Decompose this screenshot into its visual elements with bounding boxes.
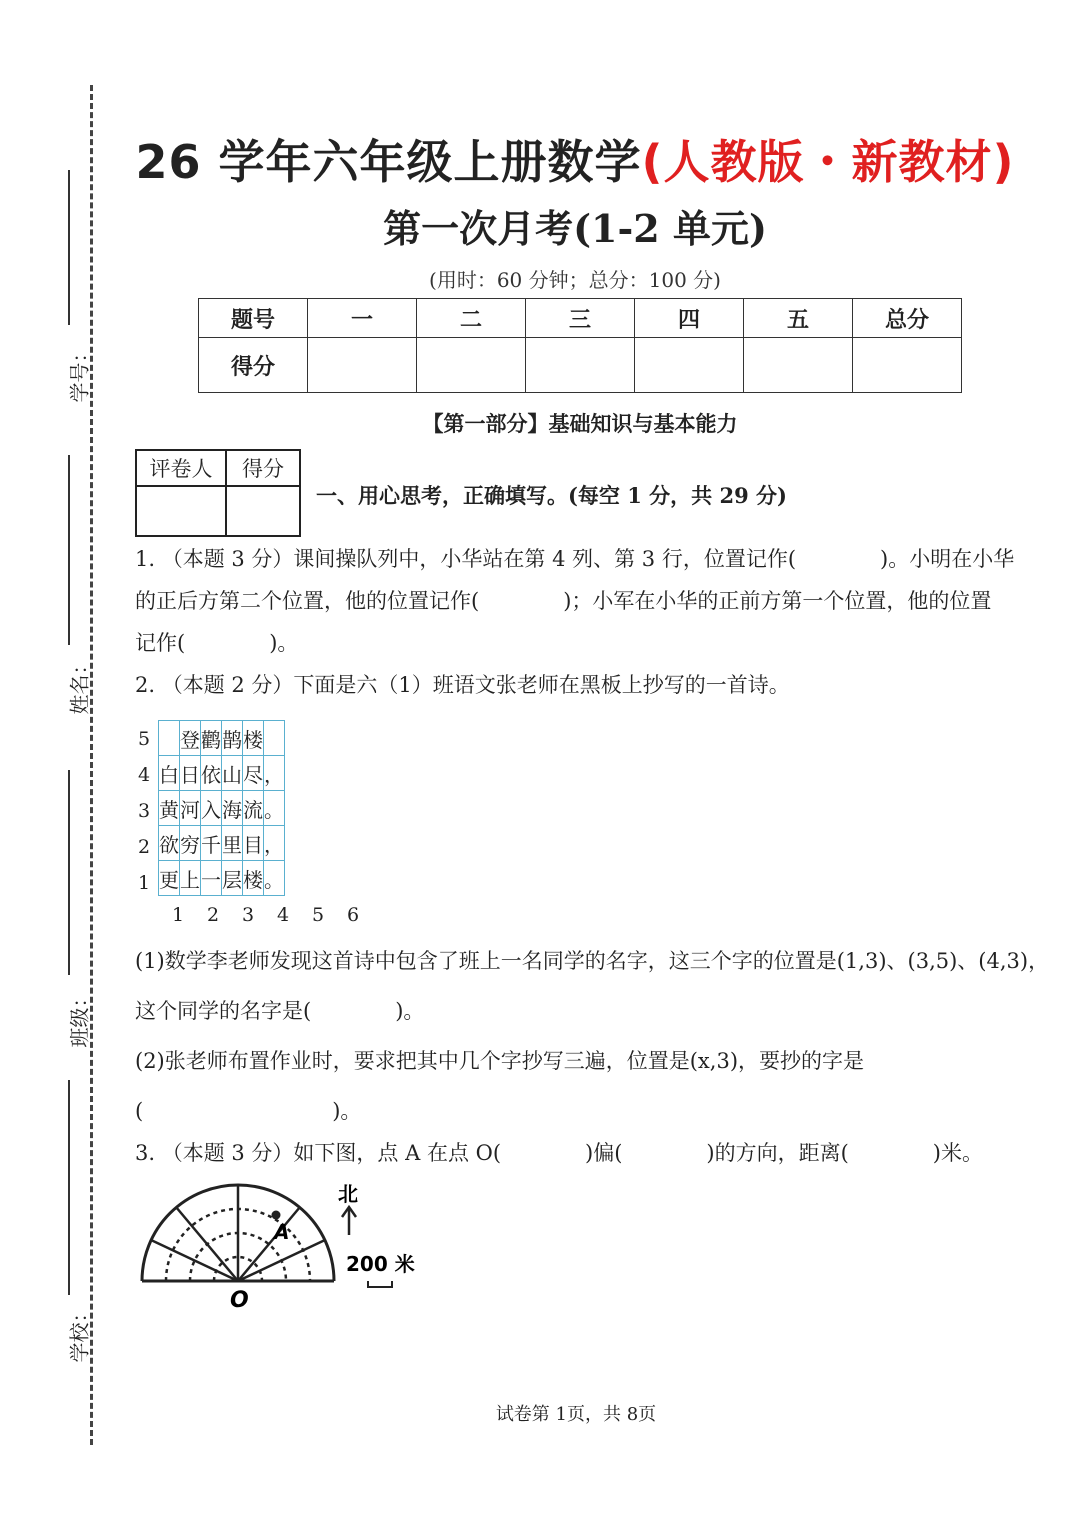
poem-grid: [158, 720, 285, 896]
title-edition: (人教版・新教材): [641, 135, 1015, 189]
page-footer: 试卷第 1页，共 8页: [495, 1404, 657, 1425]
school-line: [68, 1080, 70, 1295]
grader-reviewer-label: 评卷人: [136, 450, 226, 486]
grid-cell: 日: [180, 756, 201, 791]
grid-cell: 黄: [159, 791, 180, 826]
q1-line-3: 记作( )。: [135, 631, 299, 655]
grid-cell: 河: [180, 791, 201, 826]
grid-cell: 欲: [159, 826, 180, 861]
part-one-title: 一、用心思考，正确填写。(每空 1 分，共 29 分): [316, 483, 787, 508]
grid-cell: 山: [222, 756, 243, 791]
score-header: 总分: [853, 299, 962, 338]
col-label: 2: [207, 904, 220, 926]
grid-cell: 目: [243, 826, 264, 861]
score-header: 一: [308, 299, 417, 338]
row-label: 4: [138, 764, 151, 786]
grader-score-label: 得分: [226, 450, 300, 486]
score-table: [198, 298, 962, 393]
col-label: 4: [277, 904, 290, 926]
q2-intro: 2. （本题 2 分）下面是六（1）班语文张老师在黑板上抄写的一首诗。: [135, 673, 790, 697]
scale-bar: [368, 1281, 392, 1287]
grid-cell: 鹳: [201, 721, 222, 756]
score-header: 三: [526, 299, 635, 338]
q1-line-1: 1. （本题 3 分）课间操队列中，小华站在第 4 列、第 3 行，位置记作( )。小明在小华: [135, 547, 1015, 571]
grid-cell: 尽: [243, 756, 264, 791]
q2-part1-line-2: 这个同学的名字是( )。: [135, 999, 425, 1023]
col-label: 6: [347, 904, 360, 926]
score-cell[interactable]: [417, 338, 526, 393]
score-header: 二: [417, 299, 526, 338]
grid-cell: 层: [222, 861, 243, 896]
score-row-label: 得分: [199, 338, 308, 393]
row-label: 2: [138, 836, 151, 858]
grid-cell: 鹊: [222, 721, 243, 756]
score-cell[interactable]: [308, 338, 417, 393]
point-a-label: A: [274, 1220, 290, 1244]
grid-cell: 上: [180, 861, 201, 896]
score-header: 四: [635, 299, 744, 338]
grid-cell: 登: [180, 721, 201, 756]
point-a-marker: [272, 1211, 281, 1220]
grid-cell: 千: [201, 826, 222, 861]
direction-diagram: [130, 1175, 430, 1315]
name-label: 姓名：: [67, 654, 92, 715]
col-label: 3: [242, 904, 255, 926]
origin-label: O: [230, 1288, 249, 1313]
q1-line-2: 的正后方第二个位置，他的位置记作( )；小军在小华的正前方第一个位置，他的位置: [135, 589, 992, 613]
score-cell[interactable]: [853, 338, 962, 393]
grid-cell: 楼: [243, 721, 264, 756]
grid-cell: 。: [264, 861, 285, 896]
page-title: [0, 126, 1080, 192]
score-header: 题号: [199, 299, 308, 338]
student-id-label: 学号：: [67, 342, 92, 403]
row-label: 1: [138, 872, 151, 894]
row-label: 5: [138, 728, 151, 750]
grid-cell: ，: [264, 756, 285, 791]
col-label: 5: [312, 904, 325, 926]
north-label: 北: [338, 1182, 358, 1206]
grid-cell: 海: [222, 791, 243, 826]
grid-cell: 依: [201, 756, 222, 791]
score-cell[interactable]: [526, 338, 635, 393]
q2-part2-line-2: ( )。: [135, 1099, 362, 1123]
col-label: 1: [172, 904, 185, 926]
title-main: 26 学年六年级上册数学: [135, 135, 642, 189]
time-info: (用时：60 分钟；总分：100 分): [429, 268, 721, 292]
grid-cell: [159, 721, 180, 756]
grid-cell: 楼: [243, 861, 264, 896]
grid-cell: 穷: [180, 826, 201, 861]
q2-part2-line-1: (2)张老师布置作业时，要求把其中几个字抄写三遍，位置是(x,3)，要抄的字是: [135, 1049, 865, 1073]
class-label: 班级：: [67, 987, 92, 1048]
q3-text: 3. （本题 3 分）如下图，点 A 在点 O( )偏( )的方向，距离( )米。: [135, 1141, 983, 1165]
name-line: [68, 455, 70, 645]
row-label: 3: [138, 800, 151, 822]
grid-cell: ，: [264, 826, 285, 861]
grid-cell: 。: [264, 791, 285, 826]
grid-cell: [264, 721, 285, 756]
grid-cell: 流: [243, 791, 264, 826]
exam-subtitle: 第一次月考(1-2 单元): [383, 206, 767, 251]
grid-cell: 入: [201, 791, 222, 826]
section-heading: 【第一部分】基础知识与基本能力: [422, 412, 738, 436]
score-header: 五: [744, 299, 853, 338]
grid-cell: 更: [159, 861, 180, 896]
school-label: 学校：: [67, 1302, 92, 1363]
grid-cell: 一: [201, 861, 222, 896]
grid-cell: 白: [159, 756, 180, 791]
score-cell[interactable]: [635, 338, 744, 393]
grader-score-cell[interactable]: [226, 486, 300, 536]
class-line: [68, 770, 70, 975]
grader-reviewer-cell[interactable]: [136, 486, 226, 536]
grader-table: [135, 449, 301, 537]
grid-cell: 里: [222, 826, 243, 861]
scale-label: 200 米: [346, 1252, 415, 1276]
score-cell[interactable]: [744, 338, 853, 393]
q2-part1-line-1: (1)数学李老师发现这首诗中包含了班上一名同学的名字，这三个字的位置是(1,3)、(3,5)、(4,3)，: [135, 949, 1050, 973]
